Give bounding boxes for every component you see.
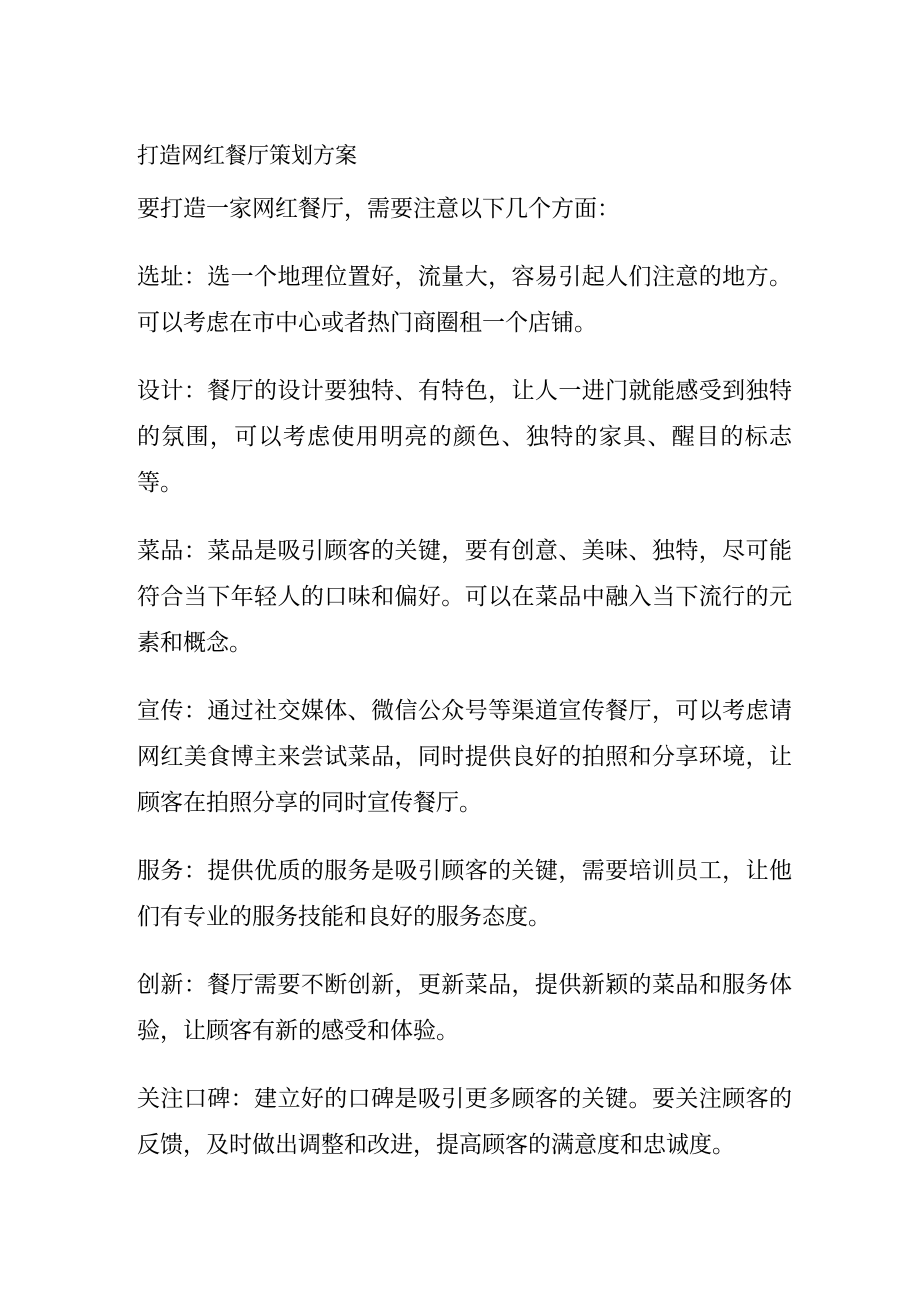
- paragraph-innovation: 创新：餐厅需要不断创新，更新菜品，提供新颖的菜品和服务体验，让顾客有新的感受和体验。: [137, 972, 792, 1044]
- document-title: 打造网红餐厅策划方案: [137, 144, 358, 169]
- paragraph-dishes: 菜品：菜品是吸引顾客的关键，要有创意、美味、独特，尽可能符合当下年轻人的口味和偏好。可以在菜品中融入当下流行的元素和概念。: [137, 538, 792, 656]
- paragraph-promotion: 宣传：通过社交媒体、微信公众号等渠道宣传餐厅，可以考虑请网红美食博主来尝试菜品，同时提供良好的拍照和分享环境，让顾客在拍照分享的同时宣传餐厅。: [137, 698, 792, 816]
- paragraph-intro: 要打造一家网红餐厅，需要注意以下几个方面：: [137, 196, 620, 222]
- paragraph-reputation: 关注口碑：建立好的口碑是吸引更多顾客的关键。要关注顾客的反馈，及时做出调整和改进，提高顾客的满意度和忠诚度。: [137, 1086, 792, 1158]
- paragraph-design: 设计：餐厅的设计要独特、有特色，让人一进门就能感受到独特的氛围，可以考虑使用明亮的颜色、独特的家具、醒目的标志等。: [137, 378, 792, 496]
- paragraph-location: 选址：选一个地理位置好，流量大，容易引起人们注意的地方。可以考虑在市中心或者热门商圈租一个店铺。: [137, 264, 792, 336]
- document-body: [137, 134, 792, 1190]
- paragraph-service: 服务：提供优质的服务是吸引顾客的关键，需要培训员工，让他们有专业的服务技能和良好的服务态度。: [137, 858, 792, 930]
